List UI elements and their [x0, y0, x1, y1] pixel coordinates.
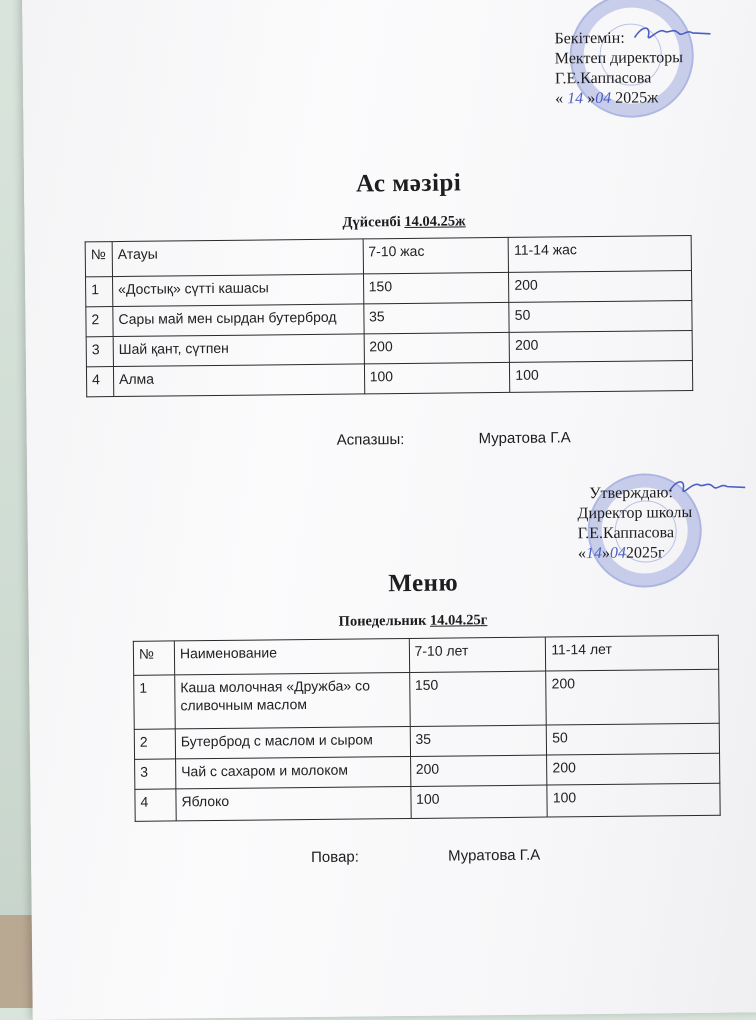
row-number: 1 — [86, 277, 113, 307]
header-cell: Наименование — [174, 638, 409, 674]
portion-11-14: 100 — [510, 360, 693, 392]
portion-7-10: 200 — [410, 755, 547, 786]
cook-name: Муратова Г.А — [447, 846, 541, 865]
portion-7-10: 150 — [409, 671, 546, 726]
cook-signature-rus — [311, 847, 540, 866]
approval-position: Мектеп директоры — [554, 49, 684, 68]
header-cell: 11-14 жас — [508, 236, 691, 273]
dish-name: Алма — [113, 364, 364, 397]
dish-name: Сары май мен сырдан бутерброд — [113, 304, 364, 337]
cook-label: Аспазшы: — [336, 431, 405, 449]
approval-label: Бекітемін: — [554, 29, 625, 48]
paper-sheet — [22, 0, 756, 1020]
dish-name: Каша молочная «Дружба» со сливочным маслом — [175, 672, 410, 728]
portion-7-10: 35 — [410, 725, 547, 756]
portion-11-14: 200 — [509, 331, 692, 363]
menu-table-rus — [133, 635, 721, 822]
approval-date: « 14 »04 2025ж — [555, 89, 659, 108]
row-number: 4 — [135, 789, 176, 821]
portion-11-14: 50 — [509, 301, 692, 333]
table-row — [86, 360, 692, 396]
approval-block-rus — [577, 483, 693, 564]
dish-name: Шай қант, сүтпен — [113, 334, 364, 367]
portion-7-10: 200 — [364, 332, 510, 364]
approval-position: Директор школы — [577, 504, 693, 523]
menu-day-rus: Понедельник 14.04.25г — [338, 612, 488, 630]
header-cell: 7-10 жас — [363, 237, 509, 274]
portion-11-14: 100 — [547, 783, 720, 817]
dish-name: Чай с сахаром и молоком — [176, 756, 411, 788]
row-number: 4 — [86, 367, 113, 397]
menu-table-kaz — [85, 235, 694, 397]
portion-11-14: 200 — [509, 271, 692, 303]
menu-day-kaz: Дүйсенбі 14.04.25ж — [342, 213, 466, 231]
menu-title-kaz: Ас мәзірі — [355, 169, 462, 198]
approval-date: «14»042025г — [577, 544, 665, 563]
row-number: 3 — [86, 337, 113, 367]
approval-name: Г.Е.Каппасова — [554, 69, 652, 88]
header-cell: № — [85, 242, 112, 277]
row-number: 3 — [135, 759, 176, 789]
row-number: 2 — [86, 307, 113, 337]
cook-signature-kaz — [337, 429, 571, 448]
portion-7-10: 100 — [364, 362, 510, 394]
portion-11-14: 200 — [546, 669, 719, 725]
row-number: 2 — [134, 729, 175, 759]
approval-label: Утверждаю: — [589, 484, 673, 503]
approval-name: Г.Е.Каппасова — [577, 524, 675, 543]
portion-11-14: 50 — [547, 723, 720, 755]
table-row — [135, 783, 720, 821]
dish-name: «Достық» сүтті кашасы — [112, 274, 363, 307]
table-row — [134, 669, 720, 729]
portion-7-10: 150 — [363, 272, 509, 304]
portion-7-10: 100 — [410, 785, 547, 818]
approval-block-kaz — [554, 28, 683, 109]
portion-11-14: 200 — [547, 753, 720, 785]
header-cell: № — [133, 641, 174, 675]
row-number: 1 — [134, 675, 176, 729]
cook-name: Муратова Г.А — [478, 429, 571, 448]
dish-name: Бутерброд с маслом и сыром — [175, 726, 410, 758]
header-cell: 11-14 лет — [546, 635, 719, 671]
cook-label: Повар: — [311, 848, 359, 867]
header-cell: Атауы — [112, 239, 363, 277]
portion-7-10: 35 — [363, 302, 509, 334]
menu-title-rus: Меню — [388, 569, 459, 598]
header-cell: 7-10 лет — [409, 637, 546, 672]
dish-name: Яблоко — [176, 786, 411, 820]
